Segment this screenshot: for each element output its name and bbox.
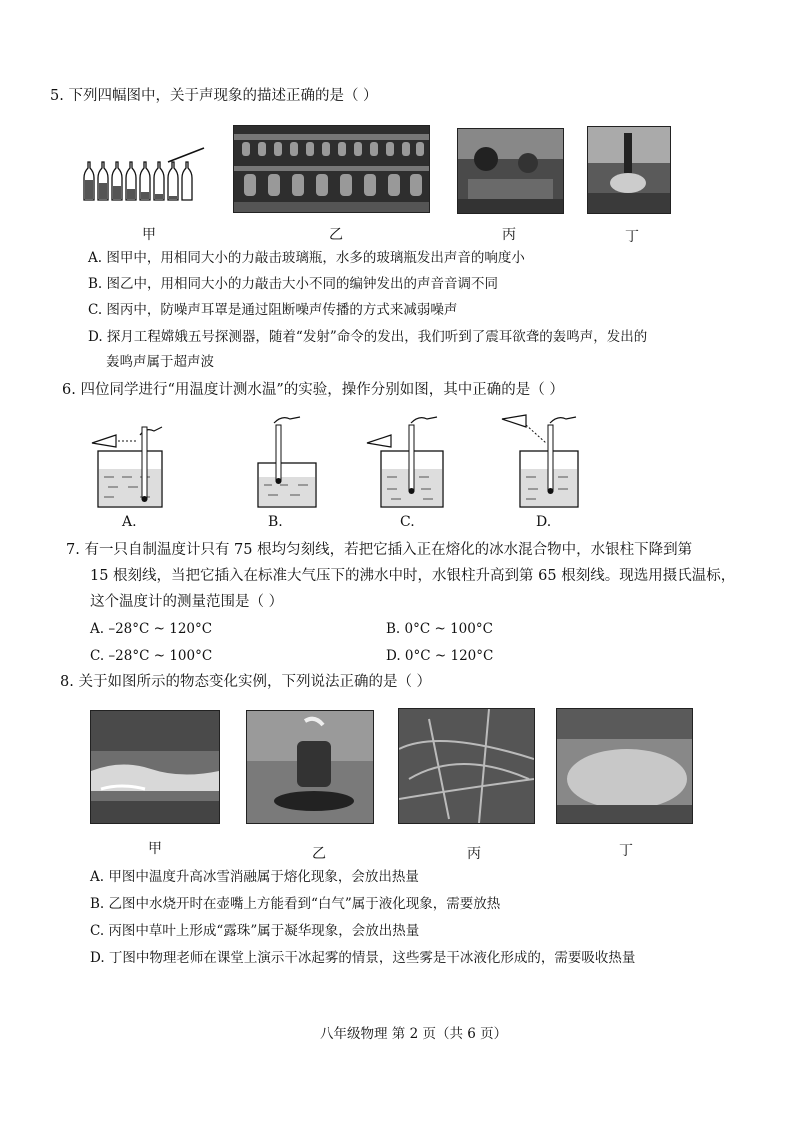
q6-figure-b xyxy=(238,413,328,513)
q5-photo-rocket xyxy=(587,126,671,214)
q6-label-d: D. xyxy=(536,514,552,530)
q5-photo-earmuffs xyxy=(457,128,564,214)
q5-caption-yi: 乙 xyxy=(329,227,343,243)
q7-stem-line3: 这个温度计的测量范围是（ ） xyxy=(90,594,284,610)
q5-option-a: A. 图甲中，用相同大小的力敲击玻璃瓶，水多的玻璃瓶发出声音的响度小 xyxy=(88,250,525,266)
q6-label-a: A. xyxy=(122,514,137,530)
q5-option-d: D. 探月工程嫦娥五号探测器，随着“发射”命令的发出，我们听到了震耳欲聋的轰鸣声，发出的 xyxy=(88,329,648,345)
q8-photo-dew xyxy=(398,708,535,824)
q7-option-a: A. –28°C ~ 120°C xyxy=(90,621,213,637)
q5-option-d-cont: 轰鸣声属于超声波 xyxy=(106,354,214,370)
q8-photo-snow-melt xyxy=(90,710,220,824)
q8-option-c: C. 丙图中草叶上形成“露珠”属于凝华现象，会放出热量 xyxy=(90,923,420,939)
q8-caption-ding: 丁 xyxy=(619,843,633,859)
q6-label-c: C. xyxy=(400,514,415,530)
q5-photo-bianzhong xyxy=(233,125,430,213)
q8-photo-kettle xyxy=(246,710,374,824)
q8-stem: 8. 关于如图所示的物态变化实例，下列说法正确的是（ ） xyxy=(60,674,432,690)
q5-option-b: B. 图乙中，用相同大小的力敲击大小不同的编钟发出的声音音调不同 xyxy=(88,276,499,292)
q6-stem: 6. 四位同学进行“用温度计测水温”的实验，操作分别如图，其中正确的是（ ） xyxy=(62,382,564,398)
q7-option-b: B. 0°C ~ 100°C xyxy=(386,621,493,637)
q7-option-d: D. 0°C ~ 120°C xyxy=(386,648,494,664)
q5-figure-bottles xyxy=(82,140,208,206)
q5-caption-bing: 丙 xyxy=(502,227,516,243)
q7-stem-line1: 7. 有一只自制温度计只有 75 根均匀刻线，若把它插入正在熔化的冰水混合物中，水银柱下降到第 xyxy=(66,542,693,558)
q6-figure-a xyxy=(88,413,178,513)
q5-caption-ding: 丁 xyxy=(625,229,639,245)
q5-option-c: C. 图丙中，防噪声耳罩是通过阻断噪声传播的方式来减弱噪声 xyxy=(88,302,458,318)
q5-caption-jia: 甲 xyxy=(142,227,156,243)
page-footer: 八年级物理 第 2 页（共 6 页） xyxy=(320,1026,508,1042)
q8-option-a: A. 甲图中温度升高冰雪消融属于熔化现象，会放出热量 xyxy=(90,869,419,885)
q7-option-c: C. –28°C ~ 100°C xyxy=(90,648,213,664)
q8-photo-dry-ice-fog xyxy=(556,708,693,824)
q6-label-b: B. xyxy=(268,514,283,530)
q8-option-d: D. 丁图中物理老师在课堂上演示干冰起雾的情景，这些雾是干冰液化形成的，需要吸收热量 xyxy=(90,950,636,966)
q8-caption-jia: 甲 xyxy=(148,841,162,857)
q6-figure-d xyxy=(500,413,590,513)
q5-stem: 5. 下列四幅图中，关于声现象的描述正确的是（ ） xyxy=(50,88,378,104)
q6-figure-c xyxy=(365,413,455,513)
q8-caption-yi: 乙 xyxy=(312,846,326,862)
q8-option-b: B. 乙图中水烧开时在壶嘴上方能看到“白气”属于液化现象，需要放热 xyxy=(90,896,501,912)
q8-caption-bing: 丙 xyxy=(467,846,481,862)
q7-stem-line2: 15 根刻线，当把它插入在标准大气压下的沸水中时，水银柱升高到第 65 根刻线。现选用摄氏温标， xyxy=(90,568,736,584)
